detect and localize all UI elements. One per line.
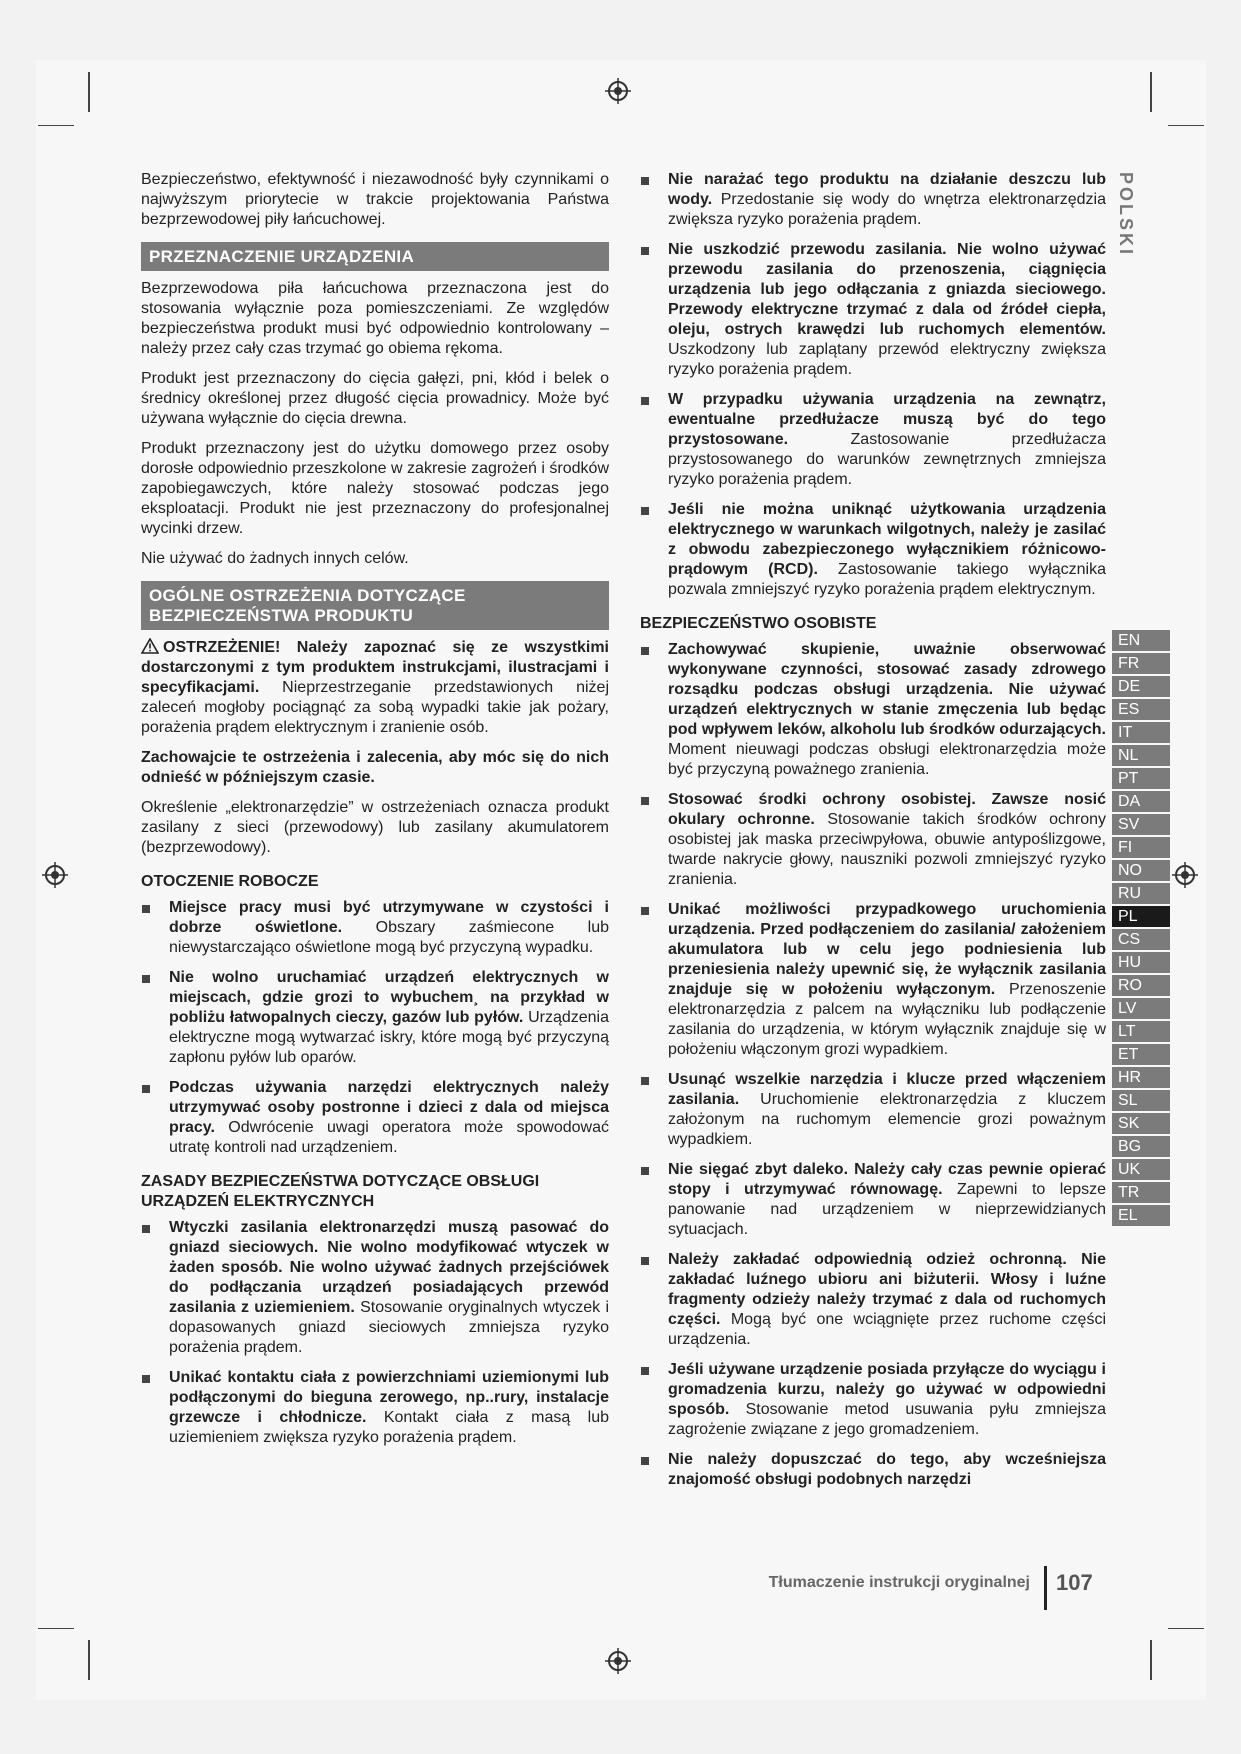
list-item [141,1368,609,1448]
language-tab-sv[interactable]: SV [1112,814,1170,835]
list-item-bold: Nie wolno uruchamiać urządzeń elektrycznych w miejscach, gdzie grozi to wybuchem¸ na przykład w pobliżu łatwopalnych cieczy, gazów lub pyłów. [169,969,609,1026]
list-item-text: Uruchomienie elektronarzędzia z kluczem założonym na ruchomym elemencie grozi poważnym wypadkiem. [668,1091,1106,1148]
list-item-text: Uszkodzony lub zaplątany przewód elektryczny zwiększa ryzyko porażenia prądem. [668,341,1106,378]
language-tab-pt[interactable]: PT [1112,768,1170,789]
section-title-line-1: OGÓLNE OSTRZEŻENIA DOTYCZĄCE [149,586,466,605]
purpose-paragraph-3: Produkt przeznaczony jest do użytku domowego przez osoby dorosłe odpowiednio przeszkolone w zakresie zagrożeń i środków zapobiegawczych, które należy stosować podczas jego eksploatacji. Produkt nie jest przeznaczony do profesjonalnej wycinki drzew. [141,440,609,537]
registration-mark-icon [42,862,68,888]
crop-mark [38,125,74,126]
language-tab-no[interactable]: NO [1112,860,1170,881]
list-item-text: Moment nieuwagi podczas obsługi elektronarzędzia może być przyczyną poważnego zranienia. [668,741,1106,778]
language-tab-pl[interactable]: PL [1112,906,1170,927]
list-item-text: Obszary zaśmiecone lub niewystarczająco oświetlone mogą być przyczyną wypadku. [169,919,609,956]
page-number: 107 [1056,1570,1093,1595]
list-item [640,790,1106,890]
crop-mark [88,1640,90,1680]
list-item-bold: Podczas używania narzędzi elektrycznych należy utrzymywać osoby postronne i dzieci z dala od miejsca pracy. [169,1079,609,1136]
list-item [640,900,1106,1060]
list-item-bold: Nie uszkodzić przewodu zasilania. Nie wolno używać przewodu zasilania do przenoszenia, ciągnięcia urządzenia lub jego odłączania z gniazda sieciowego. Przewody elektryczne trzymać z dala od źródeł ciepła, oleju, ostrych krawędzi lub ruchomych elementów. [668,241,1106,338]
work-area-list [141,898,609,1158]
list-item-bold: Nie sięgać zbyt daleko. Należy cały czas pewnie opierać stopy i utrzymywać równowagę. [668,1161,1106,1198]
list-item [640,1360,1106,1440]
crop-mark [38,1628,74,1629]
language-tab-bg[interactable]: BG [1112,1136,1170,1157]
list-item [640,640,1106,780]
section-title-purpose: PRZEZNACZENIE URZĄDZENIA [141,242,609,271]
list-item [640,500,1106,600]
list-item-bold: Unikać kontaktu ciała z powierzchniami uziemionymi lub podłączonymi do bieguna zerowego, np..rury, instalacje grzewcze i chłodnicze. [169,1369,609,1426]
list-item-text: Urządzenia elektryczne mogą wytwarzać iskry, które mogą być przyczyną zapłonu pyłów lub oparów. [169,1009,609,1066]
side-language-label [1112,172,1138,262]
keep-instructions-text: Zachowajcie te ostrzeżenia i zalecenia, aby móc się do nich odnieść w późniejszym czasie. [141,749,609,786]
list-item [141,898,609,958]
language-tab-it[interactable]: IT [1112,722,1170,743]
list-item-text: Przedostanie się wody do wnętrza elektronarzędzia zwiększa ryzyko porażenia prądem. [668,191,1106,228]
purpose-paragraph-2: Produkt jest przeznaczony do cięcia gałęzi, pni, kłód i belek o średnicy określonej przez długość cięcia prowadnicy. Może być używana wyłącznie do cięcia drewna. [141,370,609,427]
list-item-text: Zastosowanie przedłużacza przystosowanego do warunków zewnętrznych zmniejsza ryzyko porażenia prądem. [668,431,1106,488]
crop-mark [1150,1640,1152,1680]
list-item-text: Przenoszenie elektronarzędzia z palcem na wyłączniku lub podłączenie zasilania do urządzenia, w którym wyłącznik znajduje się w położeniu włączonym grozi wypadkiem. [668,981,1106,1058]
subsection-title-work-area: OTOCZENIE ROBOCZE [141,873,319,890]
crop-mark [1168,1628,1204,1629]
list-item-bold: Unikać możliwości przypadkowego uruchomienia urządzenia. Przed podłączeniem do zasilania/ założeniem akumulatora lub w celu jego podniesienia lub przeniesienia należy upewnić się, że wyłącznik zasilania znajduje się w położeniu wyłączonym. [668,901,1106,998]
language-tab-hr[interactable]: HR [1112,1067,1170,1088]
language-tab-ru[interactable]: RU [1112,883,1170,904]
subsection-title-personal-safety: BEZPIECZEŃSTWO OSOBISTE [640,615,877,632]
list-item [640,240,1106,380]
left-column [141,170,609,1458]
language-tab-nl[interactable]: NL [1112,745,1170,766]
list-item-text: Stosowanie oryginalnych wtyczek i dopasowanych gniazd sieciowych zmniejsza ryzyko porażenia prądem. [169,1299,610,1356]
crop-mark [88,72,90,112]
list-item-text: Kontakt ciała z masą lub uziemieniem zwiększa ryzyko porażenia prądem. [169,1409,609,1446]
electrical-list-continued [640,170,1106,600]
language-tabs [1112,630,1170,1228]
list-item-bold: Miejsce pracy musi być utrzymywane w czystości i dobrze oświetlone. [169,899,609,936]
language-tab-cs[interactable]: CS [1112,929,1170,950]
list-item-bold: Stosować środki ochrony osobistej. Zawsze nosić okulary ochronne. [668,791,1106,828]
list-item-text: Zastosowanie takiego wyłącznika pozwala zmniejszyć ryzyko porażenia prądem elektrycznym. [668,561,1106,598]
side-language-label-text: POLSKI [1116,172,1136,258]
language-tab-sk[interactable]: SK [1112,1113,1170,1134]
language-tab-lv[interactable]: LV [1112,998,1170,1019]
language-tab-el[interactable]: EL [1112,1205,1170,1226]
warning-text: Nieprzestrzeganie przedstawionych niżej zaleceń mogłoby pociągnąć za sobą wypadki takie jak pożary, porażenia prądem elektrycznym i zranienie osób. [141,679,609,736]
list-item-bold: Zachowywać skupienie, uważnie obserwować wykonywane czynności, stosować zasady zdrowego rozsądku podczas obsługi urządzenia. Nie używać urządzeń elektrycznych w stanie zmęczenia lub będąc pod wpływem leków, alkoholu lub środków odurzających. [668,641,1106,738]
language-tab-et[interactable]: ET [1112,1044,1170,1065]
list-item-bold: Usunąć wszelkie narzędzia i klucze przed włączeniem zasilania. [668,1071,1106,1108]
language-tab-sl[interactable]: SL [1112,1090,1170,1111]
list-item [640,1160,1106,1240]
list-item-text: Mogą być one wciągnięte przez ruchome części urządzenia. [668,1311,1106,1348]
list-item [141,1078,609,1158]
list-item-bold: Jeśli nie można uniknąć użytkowania urządzenia elektrycznego w warunkach wilgotnych, należy je zasilać z obwodu zabezpieczonego wyłącznikiem różnicowo-prądowym (RCD). [668,501,1106,578]
language-tab-uk[interactable]: UK [1112,1159,1170,1180]
list-item [141,1218,609,1358]
list-item-bold: Nie należy dopuszczać do tego, aby wcześniejsza znajomość obsługi podobnych narzędzi [668,1451,1106,1488]
electrical-list [141,1218,609,1448]
list-item [640,1450,1106,1490]
personal-safety-list [640,640,1106,1490]
crop-mark [1150,72,1152,112]
registration-mark-icon [1172,862,1198,888]
language-tab-hu[interactable]: HU [1112,952,1170,973]
footer-text: Tłumaczenie instrukcji oryginalnej [768,1574,1030,1591]
language-tab-lt[interactable]: LT [1112,1021,1170,1042]
registration-mark-icon [605,1648,631,1674]
purpose-paragraph-4: Nie używać do żadnych innych celów. [141,550,409,567]
language-tab-tr[interactable]: TR [1112,1182,1170,1203]
footer-divider [1044,1566,1047,1610]
intro-paragraph: Bezpieczeństwo, efektywność i niezawodność były czynnikami o najwyższym priorytecie w trakcie projektowania Państwa bezprzewodowej piły łańcuchowej. [141,171,609,228]
registration-mark-icon [605,78,631,104]
list-item-bold: Wtyczki zasilania elektronarzędzi muszą pasować do gniazd sieciowych. Nie wolno modyfikować wtyczek w żaden sposób. Nie wolno używać żadnych przejściówek do podłączania urządzeń posiadających przewód zasilania z uziemieniem. [169,1219,609,1316]
language-tab-ro[interactable]: RO [1112,975,1170,996]
crop-mark [1168,125,1204,126]
list-item [640,1070,1106,1150]
warning-triangle-icon [141,638,159,654]
list-item-bold: Jeśli używane urządzenie posiada przyłącze do wyciągu i gromadzenia kurzu, należy go używać w odpowiedni sposób. [668,1361,1106,1418]
language-tab-en[interactable]: EN [1112,630,1170,651]
list-item [640,1250,1106,1350]
list-item [141,968,609,1068]
list-item-bold: W przypadku używania urządzenia na zewnątrz, ewentualne przedłużacze muszą być do tego przystosowane. [668,391,1106,448]
list-item [640,170,1106,230]
purpose-paragraph-1: Bezprzewodowa piła łańcuchowa przeznaczona jest do stosowania wyłącznie poza pomieszczeniami. Ze względów bezpieczeństwa produkt musi być odpowiednio kontrolowany – należy przez cały czas trzymać go obiema rękoma. [141,280,609,357]
warning-bold: OSTRZEŻENIE! Należy zapoznać się ze wszystkimi dostarczonymi z tym produktem instrukcjami, ilustracjami i specyfikacjami. [141,639,609,696]
language-tab-fr[interactable]: FR [1112,653,1170,674]
list-item [640,390,1106,490]
keep-instructions [141,748,609,788]
language-tab-de[interactable]: DE [1112,676,1170,697]
warning-paragraph [141,638,609,738]
subsection-title-electrical: ZASADY BEZPIECZEŃSTWA DOTYCZĄCE OBSŁUGI URZĄDZEŃ ELEKTRYCZNYCH [141,1173,540,1210]
language-tab-fi[interactable]: FI [1112,837,1170,858]
right-column [640,170,1106,1500]
list-item-text: Odwrócenie uwagi operatora może spowodować utratę kontroli nad urządzeniem. [169,1119,609,1156]
language-tab-da[interactable]: DA [1112,791,1170,812]
section-title-general-warnings [141,581,609,630]
list-item-text: Zapewni to lepsze panowanie nad urządzeniem w nieprzewidzianych sytuacjach. [668,1181,1106,1238]
language-tab-es[interactable]: ES [1112,699,1170,720]
power-tool-definition: Określenie „elektronarzędzie” w ostrzeżeniach oznacza produkt zasilany z sieci (przewodowy) lub zasilany akumulatorem (bezprzewodowy). [141,799,609,856]
list-item-text: Stosowanie takich środków ochrony osobistej jak maska przeciwpyłowa, obuwie antypoślizgowe, twarde nakrycie głowy, nauszniki pozwoli zmniejszyć ryzyko zranienia. [668,811,1106,888]
list-item-bold: Nie narażać tego produktu na działanie deszczu lub wody. [668,171,1106,208]
list-item-text: Stosowanie metod usuwania pyłu zmniejsza zagrożenie związane z jego gromadzeniem. [668,1401,1106,1438]
section-title-line-2: BEZPIECZEŃSTWA PRODUKTU [149,606,414,625]
list-item-bold: Należy zakładać odpowiednią odzież ochronną. Nie zakładać luźnego ubioru ani biżuterii. Włosy i luźne fragmenty odzieży należy trzymać z dala od ruchomych części. [668,1251,1106,1328]
